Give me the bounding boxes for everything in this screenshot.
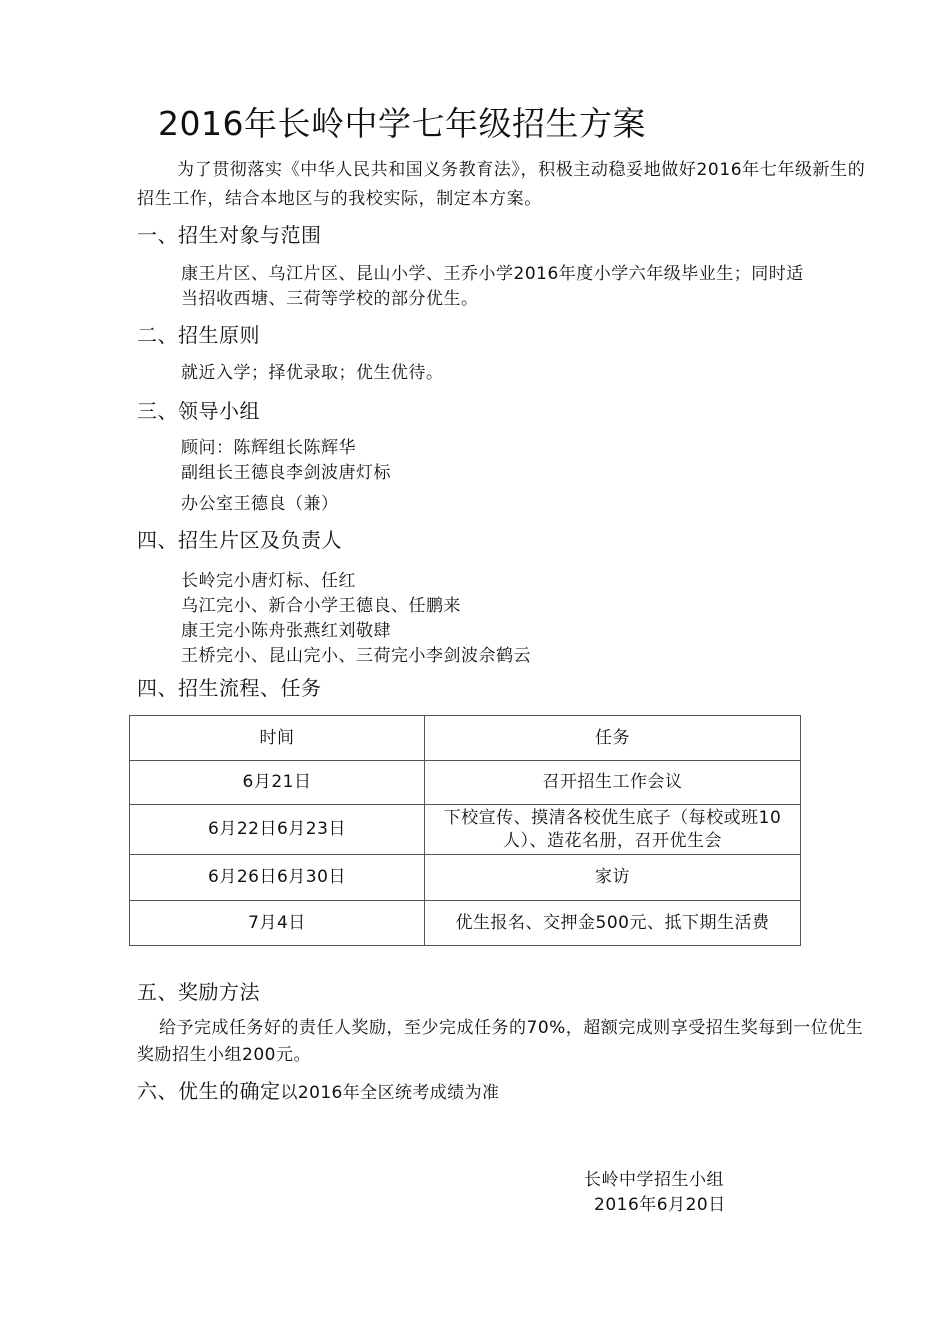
leadership-body xyxy=(181,436,871,517)
table-row xyxy=(130,805,801,855)
principle-text: 就近入学；择优录取；优生优待。 xyxy=(181,363,444,383)
column-header-time: 时间 xyxy=(130,716,425,761)
signature-date: 2016年6月20日 xyxy=(594,1195,726,1215)
table-header-row xyxy=(130,716,801,761)
district-line: 乌江完小、新合小学王德良、任鹏来 xyxy=(181,596,461,616)
districts-body xyxy=(181,569,871,669)
column-header-task: 任务 xyxy=(425,716,801,761)
district-line: 康王完小陈舟张燕红刘敬肆 xyxy=(181,621,391,641)
document-title: 2016年长岭中学七年级招生方案 xyxy=(158,104,646,143)
cell-time: 6月26日6月30日 xyxy=(130,855,425,901)
section-heading-scope: 一、招生对象与范围 xyxy=(137,223,322,247)
district-line: 王桥完小、昆山完小、三荷完小李剑波佘鹤云 xyxy=(181,646,531,666)
table-row xyxy=(130,855,801,901)
reward-paragraph: 给予完成任务好的责任人奖励，至少完成任务的70%，超额完成则享受招生奖每到一位优生奖励招生小组200元。 xyxy=(137,1018,864,1065)
scope-body xyxy=(181,262,871,312)
section-heading-reward: 五、奖励方法 xyxy=(137,980,260,1004)
leadership-line: 办公室王德良（兼） xyxy=(181,494,339,514)
cell-task: 下校宣传、摸清各校优生底子（每校或班10人）、造花名册，召开优生会 xyxy=(425,805,801,855)
district-line: 长岭完小唐灯标、任红 xyxy=(181,571,356,591)
cell-time: 7月4日 xyxy=(130,901,425,946)
section-heading-districts: 四、招生片区及负责人 xyxy=(137,528,342,552)
cell-task: 家访 xyxy=(425,855,801,901)
schedule-table xyxy=(129,715,801,946)
cell-time: 6月22日6月23日 xyxy=(130,805,425,855)
cell-time: 6月21日 xyxy=(130,761,425,805)
section-heading-principle: 二、招生原则 xyxy=(137,323,260,347)
section-heading-process: 四、招生流程、任务 xyxy=(137,676,322,700)
signature-org: 长岭中学招生小组 xyxy=(584,1170,724,1190)
section-heading-selection xyxy=(137,1076,499,1108)
table-row xyxy=(130,761,801,805)
scope-line: 当招收西塘、三荷等学校的部分优生。 xyxy=(181,289,479,309)
scope-line: 康王片区、乌江片区、昆山小学、王乔小学2016年度小学六年级毕业生；同时适 xyxy=(181,264,804,284)
intro-paragraph: 为了贯彻落实《中华人民共和国义务教育法》，积极主动稳妥地做好2016年七年级新生的招生工作，结合本地区与的我校实际，制定本方案。 xyxy=(137,160,866,209)
selection-text: 以2016年全区统考成绩为准 xyxy=(280,1083,500,1103)
principle-body xyxy=(181,361,871,386)
table-row xyxy=(130,901,801,946)
selection-heading-label: 六、优生的确定 xyxy=(137,1079,281,1103)
cell-task: 优生报名、交押金500元、抵下期生活费 xyxy=(425,901,801,946)
section-heading-leadership: 三、领导小组 xyxy=(137,399,260,423)
leadership-line: 副组长王德良李剑波唐灯标 xyxy=(181,463,391,483)
signature-block xyxy=(580,1168,750,1218)
cell-task: 召开招生工作会议 xyxy=(425,761,801,805)
leadership-line: 顾问：陈辉组长陈辉华 xyxy=(181,438,356,458)
